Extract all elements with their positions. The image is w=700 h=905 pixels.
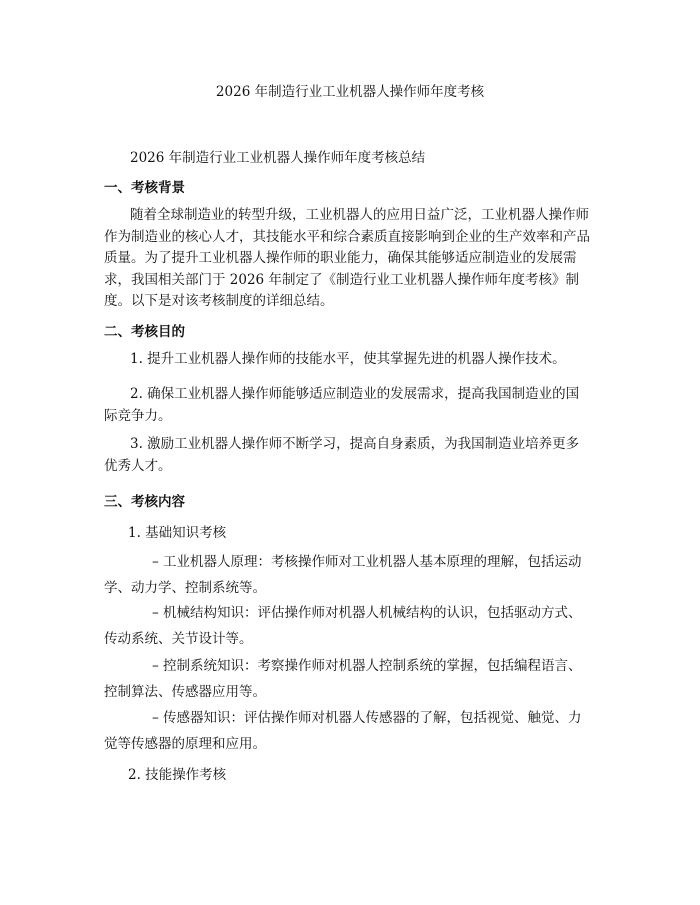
section-heading-content: 三、考核内容 [104,494,185,510]
subitem-line: – 传感器知识：评估操作师对机器人传感器的了解，包括视觉、触觉、力 [152,710,582,726]
paragraph-line: 随着全球制造业的转型升级，工业机器人的应用日益广泛，工业机器人操作师 [130,207,589,223]
subitem-line: 控制算法、传感器应用等。 [104,684,266,700]
document-title: 2026 年制造行业工业机器人操作师年度考核 [215,84,485,100]
paragraph-line: 作为制造业的核心人才，其技能水平和综合素质直接影响到企业的生产效率和产品 [104,228,590,245]
subitem-line: 学、动力学、控制系统等。 [104,580,266,596]
content-subitem [104,600,604,652]
subitem-line: – 工业机器人原理：考核操作师对工业机器人基本原理的理解，包括运动 [152,554,582,570]
subitem-line: – 控制系统知识：考察操作师对机器人控制系统的掌握，包括编程语言、 [152,658,582,674]
subitem-line: 传动系统、关节设计等。 [104,631,253,647]
purpose-item [104,434,604,477]
item-line: 2. 确保工业机器人操作师能够适应制造业的发展需求，提高我国制造业的国 [130,386,580,402]
section-heading-background: 一、考核背景 [104,180,185,196]
purpose-item [104,384,604,427]
subitem-line: 觉等传感器的原理和应用。 [104,736,266,752]
paragraph-line: 求，我国相关部门于 2026 年制定了《制造行业工业机器人操作师年度考核》制 [104,271,579,288]
content-subitem [104,705,604,757]
item-line: 际竞争力。 [104,407,172,424]
document-subtitle: 2026 年制造行业工业机器人操作师年度考核总结 [130,150,426,166]
paragraph-line: 质量。为了提升工业机器人操作师的职业能力，确保其能够适应制造业的发展需 [104,250,577,266]
subitem-line: – 机械结构知识：评估操作师对机器人机械结构的认识，包括驱动方式、 [152,605,582,621]
purpose-item [104,349,604,371]
paragraph-line: 度。以下是对该考核制度的详细总结。 [104,293,334,309]
item-line: 3. 激励工业机器人操作师不断学习，提高自身素质，为我国制造业培养更多 [130,436,580,452]
item-line: 优秀人才。 [104,457,172,474]
background-paragraph [104,205,604,313]
content-item-skill-operation: 2. 技能操作考核 [128,767,227,783]
content-subitem [104,653,604,705]
content-subitem [104,549,604,601]
section-heading-purpose: 二、考核目的 [104,324,185,340]
item-line: 1. 提升工业机器人操作师的技能水平，使其掌握先进的机器人操作技术。 [130,351,566,367]
content-item-basic-knowledge: 1. 基础知识考核 [128,525,227,541]
